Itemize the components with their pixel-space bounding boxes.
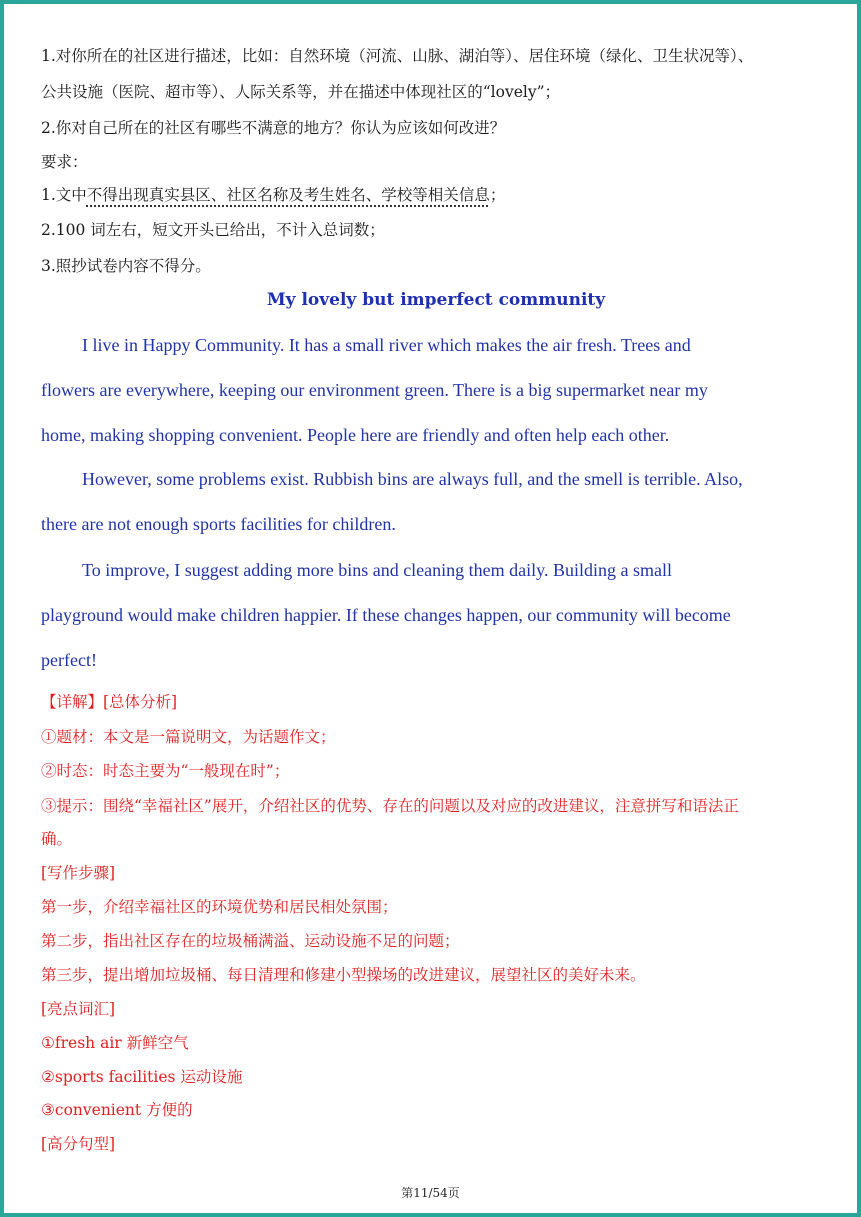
requirements-heading: 要求：: [41, 153, 88, 171]
analysis-line: [写作步骤]: [41, 864, 116, 882]
analysis-line: 第二步，指出社区存在的垃圾桶满溢、运动设施不足的问题；: [41, 932, 460, 950]
requirement-2: 2.100 词左右，短文开头已给出，不计入总词数；: [41, 221, 385, 239]
analysis-line: 第三步，提出增加垃圾桶、每日清理和修建小型操场的改进建议，展望社区的美好未来。: [41, 966, 646, 984]
emphasis-text: 不得出现真实县区、社区名称及考生姓名、学校等相关信息: [86, 186, 490, 204]
analysis-line: ③convenient 方便的: [41, 1101, 193, 1119]
essay-line: playground would make children happier. If these changes happen, our community will become: [41, 605, 731, 625]
essay-title: My lovely but imperfect community: [266, 290, 606, 310]
requirement-3: 3.照抄试卷内容不得分。: [41, 257, 211, 275]
essay-line: there are not enough sports facilities for children.: [41, 514, 396, 534]
analysis-line: ③提示：围绕“幸福社区”展开，介绍社区的优势、存在的问题以及对应的改进建议，注意拼写和语法正: [41, 797, 739, 815]
essay-line: flowers are everywhere, keeping our environment green. There is a big supermarket near my: [41, 380, 708, 400]
requirement-1: 1.文中不得出现真实县区、社区名称及考生姓名、学校等相关信息；: [41, 186, 506, 204]
essay-line: home, making shopping convenient. People here are friendly and often help each other.: [41, 425, 670, 445]
essay-line: perfect!: [41, 650, 97, 670]
analysis-line: ②时态：时态主要为“一般现在时”；: [41, 762, 290, 780]
essay-line: However, some problems exist. Rubbish bins are always full, and the smell is terrible. Also,: [82, 469, 743, 489]
analysis-line: ①题材：本文是一篇说明文，为话题作文；: [41, 728, 336, 746]
analysis-line: [高分句型]: [41, 1135, 116, 1153]
essay-line: I live in Happy Community. It has a small river which makes the air fresh. Trees and: [82, 335, 691, 355]
prompt-line-2: 公共设施（医院、超市等）、人际关系等，并在描述中体现社区的“lovely”；: [41, 83, 561, 101]
analysis-line: ①fresh air 新鲜空气: [41, 1034, 189, 1052]
page-number: 第11/54页: [401, 1186, 460, 1200]
prompt-line-3: 2.你对自己所在的社区有哪些不满意的地方？你认为应该如何改进？: [41, 119, 506, 137]
analysis-line: 确。: [41, 830, 73, 848]
analysis-line: ②sports facilities 运动设施: [41, 1068, 243, 1086]
analysis-line: 【详解】[总体分析]: [41, 693, 178, 711]
analysis-line: 第一步，介绍幸福社区的环境优势和居民相处氛围；: [41, 898, 398, 916]
analysis-line: [亮点词汇]: [41, 1000, 116, 1018]
essay-line: To improve, I suggest adding more bins and cleaning them daily. Building a small: [82, 560, 672, 580]
prompt-line-1: 1.对你所在的社区进行描述，比如：自然环境（河流、山脉、湖泊等）、居住环境（绿化、卫生状况等）、: [41, 47, 754, 65]
